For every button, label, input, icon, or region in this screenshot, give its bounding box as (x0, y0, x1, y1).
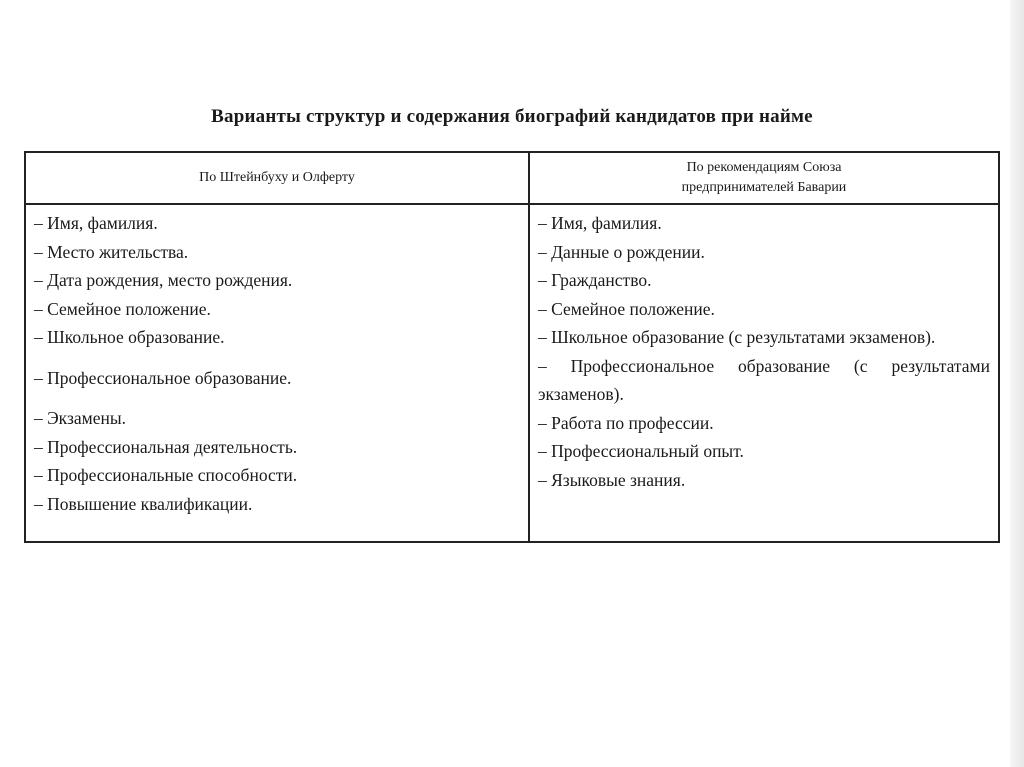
list-item: – Гражданство. (538, 270, 652, 290)
list-item: – Школьное образование. (34, 327, 225, 347)
list-item: – Семейное положение. (34, 298, 211, 319)
list-item: – Профессиональная деятельность. (34, 436, 298, 457)
left-column (25, 204, 529, 542)
document-title: Варианты структур и содержания биографий кандидатов при найме (211, 106, 813, 127)
table-body-row (25, 204, 999, 542)
header-right (529, 152, 999, 204)
list-item: – Профессиональный опыт. (538, 441, 744, 461)
list-item: – Имя, фамилия. (538, 213, 662, 233)
header-left-label: По Штейнбуху и Олферту (199, 170, 355, 185)
table-header-row (25, 152, 999, 204)
list-item: – Работа по профессии. (538, 412, 714, 433)
list-item: – Профессиональное образование (с результатами экзаменов). (538, 355, 990, 404)
biography-structures-table (24, 151, 1000, 543)
header-right-line2: предпринимателей Баварии (681, 180, 847, 195)
right-column (529, 204, 999, 542)
header-right-line1: По рекомендациям Союза (686, 160, 842, 175)
list-item: – Семейное положение. (538, 298, 715, 319)
list-item: – Имя, фамилия. (34, 213, 158, 233)
list-item: – Языковые знания. (538, 469, 686, 490)
list-item: – Школьное образование (с результатами экзаменов). (538, 327, 936, 347)
header-left (25, 152, 529, 204)
list-item: – Повышение квалификации. (34, 493, 253, 514)
list-item: – Данные о рождении. (538, 241, 705, 262)
list-item: – Экзамены. (34, 408, 126, 428)
list-item: – Место жительства. (34, 241, 189, 262)
list-item: – Профессиональные способности. (34, 465, 298, 485)
list-item: – Профессиональное образование. (34, 367, 292, 388)
list-item: – Дата рождения, место рождения. (34, 270, 293, 290)
